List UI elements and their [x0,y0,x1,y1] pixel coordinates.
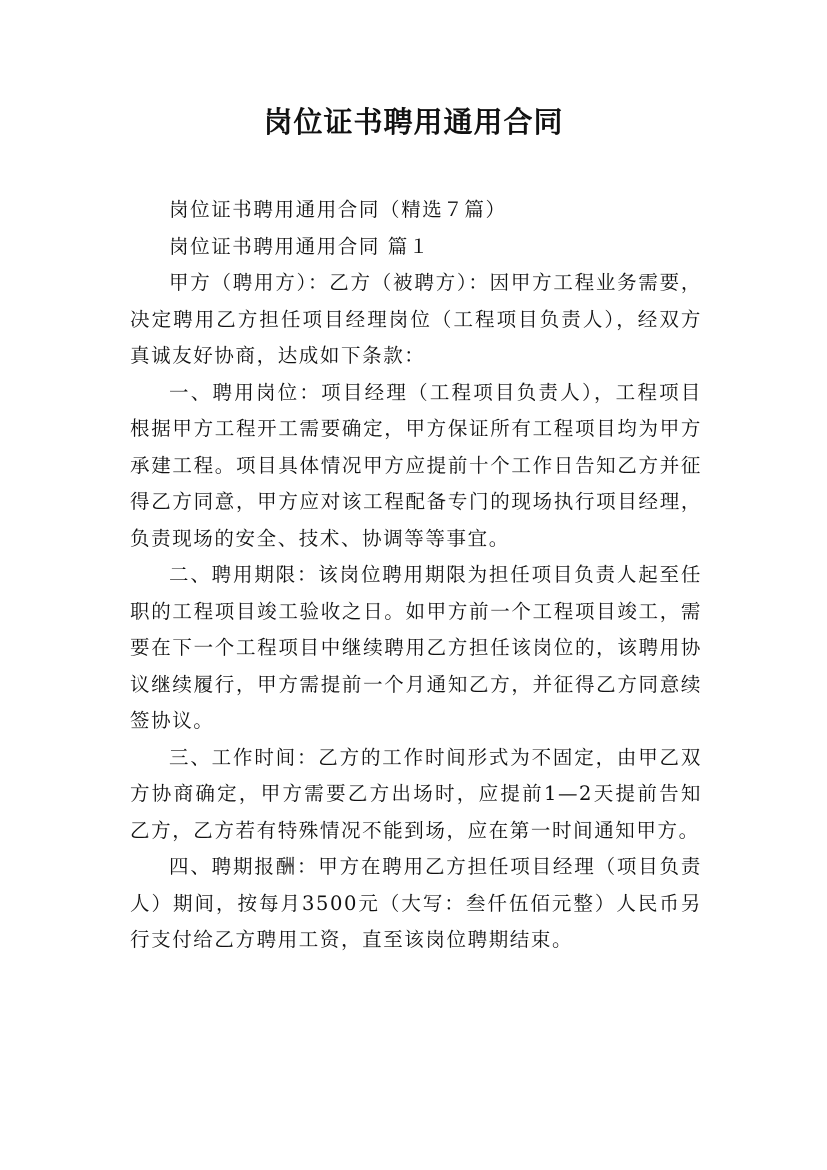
clause-1-position: 一、聘用岗位：项目经理（工程项目负责人），工程项目根据甲方工程开工需要确定，甲方保证所有工程项目均为甲方承建工程。项目具体情况甲方应提前十个工作日告知乙方并征得乙方同意，甲方应对该工程配备专门的现场执行项目经理，负责现场的安全、技术、协调等等事宜。 [130,380,702,550]
clause-3-working-hours: 三、工作时间：乙方的工作时间形式为不固定，由甲乙双方协商确定，甲方需要乙方出场时，应提前1—2天提前告知乙方，乙方若有特殊情况不能到场，应在第一时间通知甲方。 [130,745,702,842]
subtitle-paragraph: 岗位证书聘用通用合同（精选７篇） [169,198,507,221]
preamble-paragraph: 甲方（聘用方）：乙方（被聘方）：因甲方工程业务需要，决定聘用乙方担任项目经理岗位（工程项目负责人），经双方真诚友好协商，达成如下条款： [130,271,702,367]
document-title: 岗位证书聘用通用合同 [263,105,564,139]
clause-4-remuneration: 四、聘期报酬：甲方在聘用乙方担任项目经理（项目负责人）期间，按每月3500元（大写：叁仟伍佰元整）人民币另行支付给乙方聘用工资，直至该岗位聘期结束。 [130,855,702,951]
document-body [130,192,702,959]
clause-2-term: 二、聘用期限：该岗位聘用期限为担任项目负责人起至任职的工程项目竣工验收之日。如甲方前一个工程项目竣工，需要在下一个工程项目中继续聘用乙方担任该岗位的，该聘用协议继续履行，甲方需提前一个月通知乙方，并征得乙方同意续签协议。 [130,563,702,732]
section-heading-paragraph: 岗位证书聘用通用合同 篇１ [169,234,430,258]
